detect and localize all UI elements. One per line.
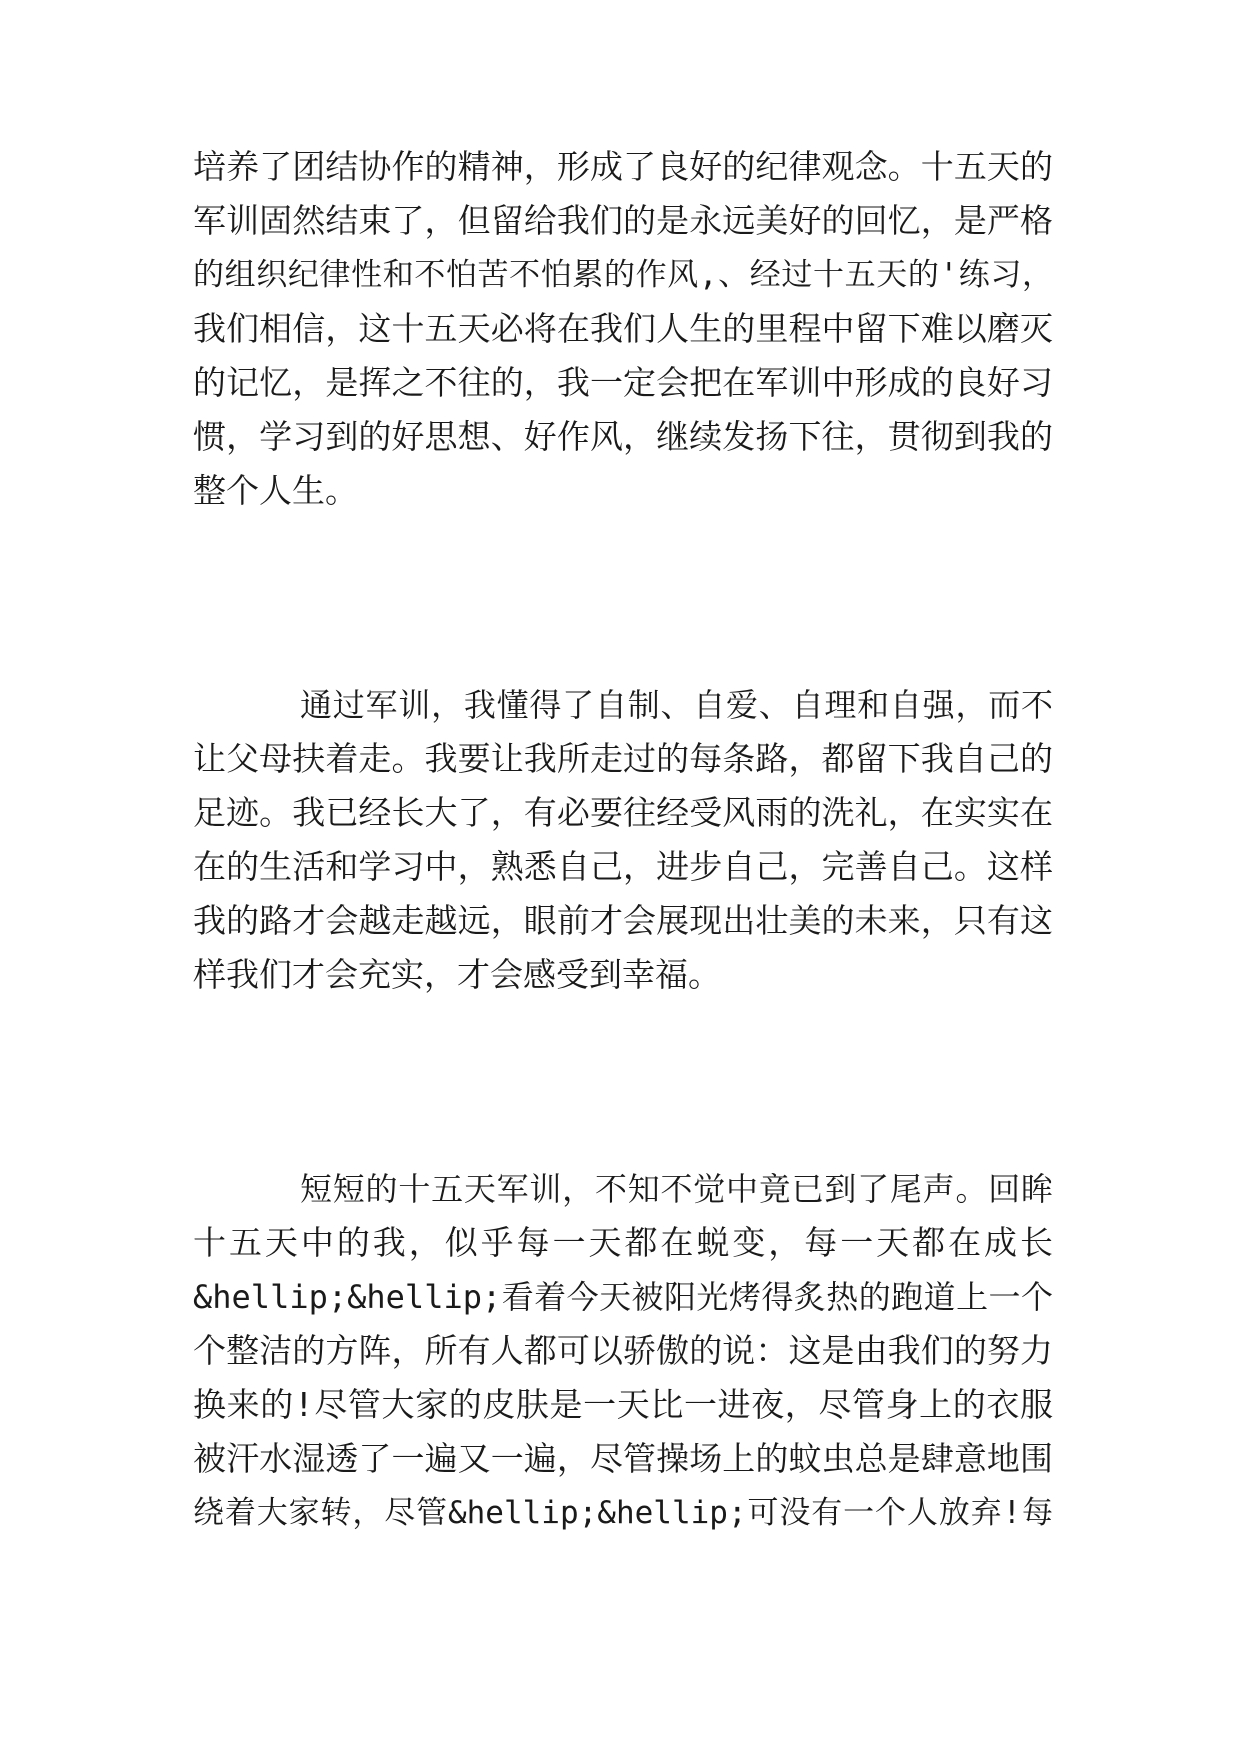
paragraph-2-line-6: 样我们才会充实，才会感受到幸福。	[193, 955, 721, 994]
paragraph-1-line-2: 军训固然结束了，但留给我们的是永远美好的回忆，是严格	[193, 201, 1053, 240]
paragraph-1-line-5: 的记忆，是挥之不往的，我一定会把在军训中形成的良好习	[193, 363, 1053, 402]
paragraph-2-line-5: 我的路才会越走越远，眼前才会展现出壮美的未来，只有这	[193, 901, 1053, 940]
paragraph-3-line-2: 十五天中的我，似乎每一天都在蜕变，每一天都在成长	[193, 1223, 1053, 1262]
paragraph-2-line-1: 通过军训，我懂得了自制、自爱、自理和自强，而不	[300, 686, 1053, 724]
paragraph-1-line-6: 惯，学习到的好思想、好作风，继续发扬下往，贯彻到我的	[193, 417, 1053, 456]
paragraph-3-line-3: &hellip;&hellip;看着今天被阳光烤得炙热的跑道上一个	[193, 1278, 1053, 1316]
paragraph-3-line-4: 个整洁的方阵，所有人都可以骄傲的说：这是由我们的努力	[193, 1331, 1053, 1370]
paragraph-3-line-5: 换来的!尽管大家的皮肤是一天比一进夜，尽管身上的衣服	[193, 1385, 1053, 1424]
paragraph-2-line-4: 在的生活和学习中，熟悉自己，进步自己，完善自己。这样	[193, 847, 1053, 886]
paragraph-1-line-3: 的组织纪律性和不怕苦不怕累的作风,、经过十五天的'练习，	[193, 257, 1053, 293]
paragraph-1-line-1: 培养了团结协作的精神，形成了良好的纪律观念。十五天的	[193, 147, 1053, 186]
paragraph-1-line-7: 整个人生。	[193, 471, 358, 510]
paragraph-3-line-6: 被汗水湿透了一遍又一遍，尽管操场上的蚊虫总是肆意地围	[193, 1439, 1053, 1478]
paragraph-3-line-7: 绕着大家转，尽管&hellip;&hellip;可没有一个人放弃!每	[193, 1495, 1053, 1531]
paragraph-2-line-3: 足迹。我已经长大了，有必要往经受风雨的洗礼，在实实在	[193, 793, 1053, 832]
paragraph-1-line-4: 我们相信，这十五天必将在我们人生的里程中留下难以磨灭	[193, 309, 1053, 348]
paragraph-2-line-2: 让父母扶着走。我要让我所走过的每条路，都留下我自己的	[193, 739, 1053, 778]
paragraph-3-line-1: 短短的十五天军训，不知不觉中竟已到了尾声。回眸	[300, 1170, 1053, 1208]
